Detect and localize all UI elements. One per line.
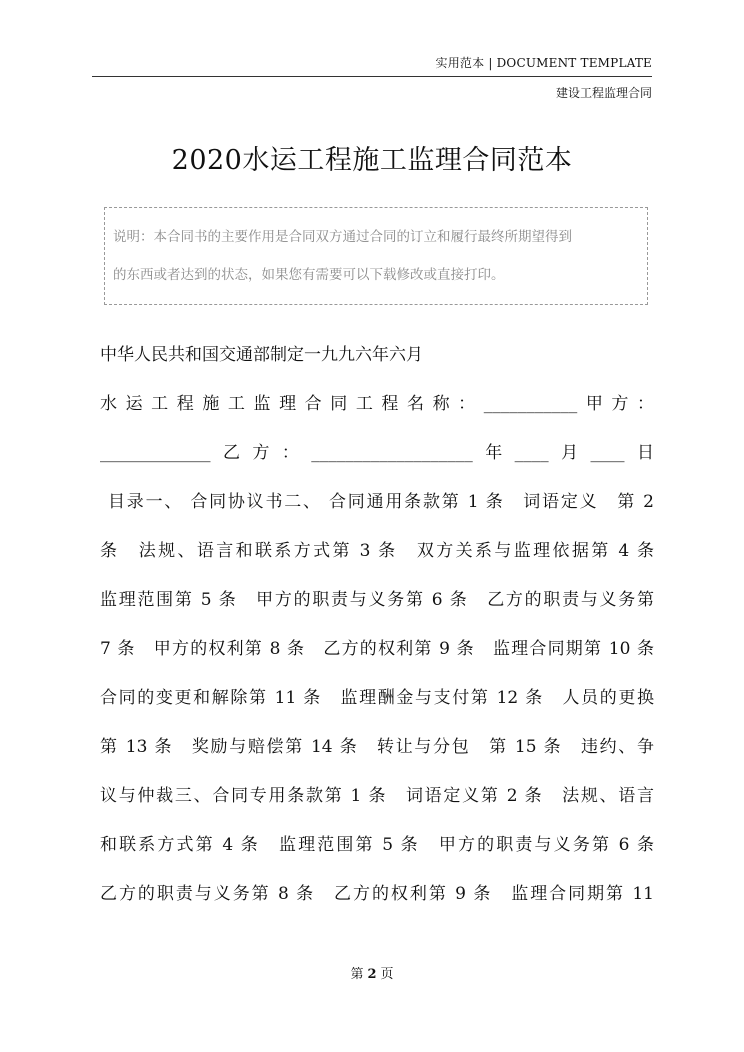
body-line-toc-2: 条 法规、语言和联系方式第 3 条 双方关系与监理依据第 4 条: [100, 541, 654, 561]
body-line-toc-3: 监理范围第 5 条 甲方的职责与义务第 6 条 乙方的职责与义务第: [100, 590, 654, 610]
header-contract-category: 建设工程监理合同: [555, 86, 652, 100]
body-line-toc-6: 第 13 条 奖励与赔偿第 14 条 转让与分包 第 15 条 违约、争: [100, 737, 654, 757]
body-line-toc-7: 议与仲裁三、合同专用条款第 1 条 词语定义第 2 条 法规、语言: [100, 786, 654, 806]
footer-suffix: 页: [380, 967, 394, 982]
document-body: [100, 337, 654, 925]
body-line-project-name: 水运工程施工监理合同工程名称：___________甲方：: [100, 394, 654, 414]
note-line-1: 说明：本合同书的主要作用是合同双方通过合同的订立和履行最终所期望得到: [113, 229, 572, 245]
header-document-template-label: 实用范本 | DOCUMENT TEMPLATE: [435, 56, 652, 70]
document-title: 2020水运工程施工监理合同范本: [171, 145, 573, 176]
body-line-toc-5: 合同的变更和解除第 11 条 监理酬金与支付第 12 条 人员的更换: [100, 688, 654, 708]
page-footer: [0, 963, 744, 982]
description-note-box: [104, 207, 648, 305]
footer-prefix: 第: [350, 967, 364, 982]
body-line-toc-1: 目录一、 合同协议书二、 合同通用条款第 1 条 词语定义 第 2: [108, 492, 654, 512]
body-line-toc-8: 和联系方式第 4 条 监理范围第 5 条 甲方的职责与义务第 6 条: [100, 835, 654, 855]
body-line-toc-9: 乙方的职责与义务第 8 条 乙方的权利第 9 条 监理合同期第 11: [100, 884, 654, 904]
body-line-toc-4: 7 条 甲方的权利第 8 条 乙方的权利第 9 条 监理合同期第 10 条: [100, 639, 654, 659]
page-number: 2: [367, 967, 377, 982]
body-line-parties-date: _____________乙方：___________________年____月____日: [100, 443, 654, 463]
header-divider: [92, 76, 652, 77]
note-line-2: 的东西或者达到的状态，如果您有需要可以下载修改或直接打印。: [113, 267, 505, 283]
body-line-issuer: 中华人民共和国交通部制定一九九六年六月: [100, 345, 423, 365]
